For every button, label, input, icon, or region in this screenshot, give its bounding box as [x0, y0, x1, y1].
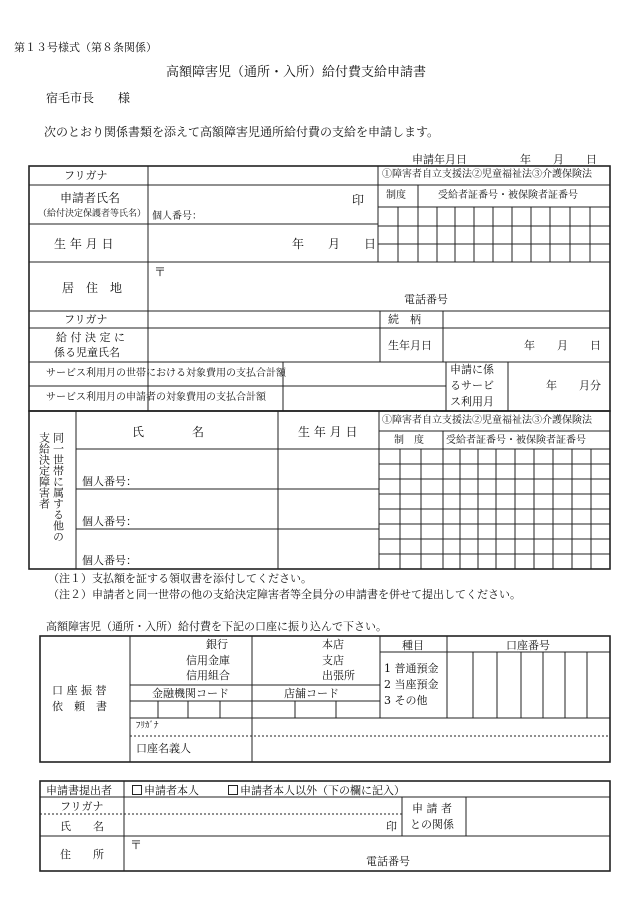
- inst-type-bank: 銀行: [206, 638, 228, 651]
- service-month-label-1: 申請に係: [450, 363, 494, 376]
- application-date-label: 申請年月日: [412, 153, 467, 166]
- submitter-name-label: 氏 名: [60, 820, 104, 833]
- bank-section-label-1: 口 座 振 替: [52, 684, 107, 697]
- applicant-address-label: 居 住 地: [62, 281, 123, 295]
- submitter-label: 申請書提出者: [46, 784, 112, 797]
- child-birth-field[interactable]: 年 月 日: [524, 339, 601, 352]
- child-furigana-label: フリガナ: [64, 313, 108, 326]
- submitter-option-self[interactable]: [132, 785, 199, 796]
- holder-kana-label: ﾌﾘｶﾞﾅ: [136, 721, 159, 731]
- submitter-seal-mark: 印: [386, 820, 397, 833]
- form-number: 第１３号様式（第８条関係）: [14, 41, 157, 54]
- account-type-1: 1 普通預金: [384, 662, 439, 675]
- bank-section-label-2: 依 頼 書: [52, 700, 107, 713]
- submitter-relation-label-1: 申 請 者: [412, 802, 452, 815]
- service-month-label-2: るサービ: [450, 379, 494, 392]
- branch-code-label: 店舗コード: [284, 687, 339, 700]
- holder-name-label: 口座名義人: [136, 742, 191, 755]
- account-type-3: 3 その他: [384, 694, 428, 707]
- form-title: 高額障害児（通所・入所）給付費支給申請書: [166, 65, 427, 80]
- submitter-phone-label: 電話番号: [366, 855, 410, 868]
- others-id-label-2: 個人番号：: [82, 515, 137, 528]
- addressee: 宿毛市長 様: [46, 91, 131, 105]
- applicant-cert-label: 受給者証番号・被保険者証番号: [438, 190, 578, 201]
- service-month-field[interactable]: 年 月分: [546, 379, 601, 392]
- others-birth-header: 生 年 月 日: [298, 425, 358, 439]
- applicant-furigana-label: フリガナ: [64, 169, 108, 182]
- bank-intro: 高額障害児（通所・入所）給付費を下記の口座に振り込んで下さい。: [46, 620, 387, 633]
- submitter-option-other[interactable]: [228, 785, 405, 796]
- note-1: （注１）支払額を証する領収書を添付してください。: [48, 572, 312, 585]
- applicant-total-label: サービス利用月の申請者の対象費用の支払合計額: [46, 392, 266, 403]
- others-id-label-3: 個人番号：: [82, 554, 137, 567]
- option-self-label: 申請者本人: [144, 784, 199, 797]
- applicant-law-header: ①障害者自立支援法②児童福祉法③介護保険法: [382, 169, 592, 180]
- checkbox-self[interactable]: [132, 785, 142, 795]
- applicant-seal-mark: 印: [352, 193, 365, 207]
- others-side-label-2: 支給決定障害者: [37, 432, 51, 509]
- inst-type-kumiai: 信用組合: [186, 669, 230, 682]
- applicant-id-label: 個人番号：: [152, 211, 202, 222]
- others-cert-label: 受給者証番号・被保険者証番号: [446, 435, 586, 446]
- applicant-name-sublabel: （給付決定保護者等氏名）: [38, 209, 147, 219]
- child-name-label-2: 係る児童氏名: [54, 346, 120, 359]
- child-birth-label: 生年月日: [388, 339, 432, 352]
- account-number-header: 口座番号: [506, 639, 550, 652]
- branch-type-office: 出張所: [322, 669, 355, 682]
- branch-type-main: 本店: [322, 638, 344, 651]
- inst-type-shinkin: 信用金庫: [186, 654, 230, 667]
- others-side-label-1: 同一世帯に属する他の: [51, 432, 65, 542]
- applicant-birth-field[interactable]: 年 月 日: [292, 237, 377, 251]
- child-relation-label: 続 柄: [388, 313, 421, 326]
- submitter-relation-label-2: との関係: [410, 818, 454, 831]
- others-law-header: ①障害者自立支援法②児童福祉法③介護保険法: [382, 415, 592, 426]
- submitter-furigana-label: フリガナ: [60, 800, 104, 813]
- inst-code-label: 金融機関コード: [152, 687, 229, 700]
- others-name-header: 氏 名: [132, 425, 205, 439]
- submitter-postal-mark: 〒: [130, 838, 143, 852]
- intro-text: 次のとおり関係書類を添えて高額障害児通所給付費の支給を申請します。: [44, 125, 440, 139]
- service-month-label-3: ス利用月: [450, 395, 494, 408]
- child-name-label-1: 給 付 決 定 に: [56, 331, 125, 344]
- note-2: （注２）申請者と同一世帯の他の支給決定障害者等全員分の申請書を併せて提出してください。: [48, 588, 521, 601]
- checkbox-other[interactable]: [228, 785, 238, 795]
- applicant-system-label: 制度: [386, 190, 406, 201]
- applicant-birth-label: 生 年 月 日: [54, 237, 114, 251]
- applicant-phone-label: 電話番号: [404, 293, 448, 306]
- others-id-label-1: 個人番号：: [82, 475, 137, 488]
- applicant-name-label: 申請者氏名: [60, 191, 121, 205]
- account-type-header: 種目: [402, 639, 424, 652]
- branch-type-branch: 支店: [322, 654, 344, 667]
- others-system-label: 制 度: [394, 435, 424, 446]
- application-date-field[interactable]: 年 月 日: [520, 153, 597, 166]
- submitter-address-label: 住 所: [60, 848, 104, 861]
- account-type-2: 2 当座預金: [384, 678, 439, 691]
- option-other-label: 申請者本人以外（下の欄に記入）: [240, 784, 405, 797]
- household-total-label: サービス利用月の世帯における対象費用の支払合計額: [46, 368, 286, 379]
- applicant-postal-mark: 〒: [154, 265, 167, 279]
